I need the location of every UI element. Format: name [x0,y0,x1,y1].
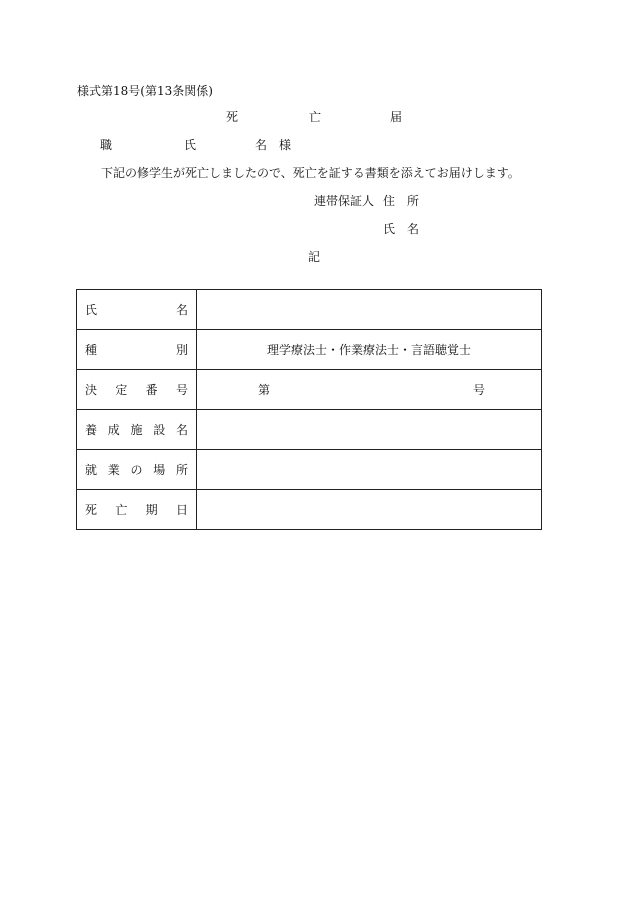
value-type[interactable] [197,330,542,370]
value-decision-number[interactable] [197,370,542,410]
label-char: 決 [85,382,98,397]
label-char: 日 [175,502,188,517]
guarantor-name-line [0,222,630,236]
label-workplace [77,450,197,490]
table-row [77,410,542,450]
label-char: 定 [115,382,128,397]
value-workplace[interactable] [197,450,542,490]
guarantor-name-char: 氏 [383,222,396,236]
label-char: 種 [85,342,98,357]
addressee-honorific: 様 [279,138,292,152]
addressee-line [0,138,630,152]
body-text: 下記の修学生が死亡しましたので、死亡を証する書類を添えてお届けします。 [101,166,520,180]
label-char: 場 [153,462,166,477]
label-char: 業 [107,462,120,477]
label-name [77,290,197,330]
label-char: 成 [107,422,120,437]
table-row [77,490,542,530]
value-name[interactable] [197,290,542,330]
addressee-position: 職 [100,138,113,152]
value-suffix: 号 [473,382,486,397]
addressee-name-char: 氏 [184,138,197,152]
table-row [77,450,542,490]
guarantor-label: 連帯保証人 [314,194,375,208]
form-number: 様式第18号(第13条関係) [77,84,213,98]
label-char: 所 [175,462,188,477]
table-row [77,290,542,330]
label-char: 死 [85,502,98,517]
label-training-facility [77,410,197,450]
value-prefix: 第 [258,382,271,397]
label-char: 施 [130,422,143,437]
label-char: 号 [175,382,188,397]
ki-marker: 記 [308,250,321,264]
label-char: 氏 [85,302,98,317]
guarantor-address-char: 所 [407,194,420,208]
value-date-of-death[interactable] [197,490,542,530]
guarantor-address-char: 住 [383,194,396,208]
document-title [0,110,630,124]
table-row [77,330,542,370]
title-char: 亡 [309,110,322,124]
guarantor-address-line [0,194,630,208]
guarantor-name-char: 名 [407,222,420,236]
title-char: 届 [390,110,403,124]
label-char: 亡 [115,502,128,517]
label-char: 別 [175,342,188,357]
addressee-name-char: 名 [255,138,268,152]
label-char: 期 [145,502,158,517]
value-text: 理学療法士・作業療法士・言語聴覚士 [266,342,471,357]
label-char: 設 [153,422,166,437]
label-char: 養 [85,422,98,437]
record-table [76,289,542,530]
table-row [77,370,542,410]
label-char: 名 [175,302,188,317]
label-char: の [130,462,143,477]
label-decision-number [77,370,197,410]
label-date-of-death [77,490,197,530]
title-char: 死 [226,110,239,124]
label-type [77,330,197,370]
label-char: 就 [85,462,98,477]
label-char: 番 [145,382,158,397]
label-char: 名 [175,422,188,437]
value-training-facility[interactable] [197,410,542,450]
